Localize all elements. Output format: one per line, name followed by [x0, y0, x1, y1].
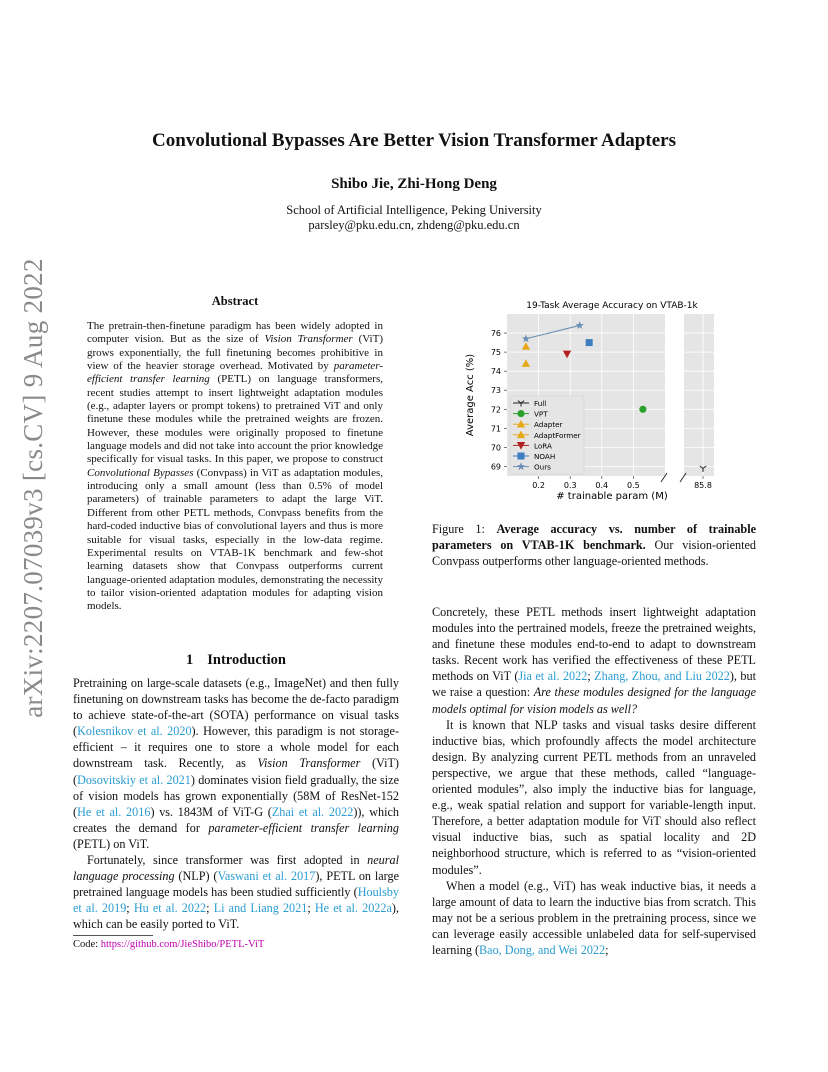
footnote: Code: https://github.com/JieShibo/PETL-ViT: [73, 939, 265, 950]
y-tick-label: 75: [490, 348, 501, 358]
paper-authors: Shibo Jie, Zhi-Hong Deng: [331, 176, 497, 192]
arxiv-side-stamp: arXiv:2207.07039v3 [cs.CV] 9 Aug 2022: [18, 258, 48, 718]
intro-left-column: [73, 675, 399, 933]
footnote-rule: [73, 935, 153, 936]
abstract-body: The pretrain-then-finetune paradigm has been widely adopted in computer vision. But as the size of Vision Transformer (ViT) grows exponentially, the full finetuning becomes prohibitive in view of the heavier storage overhead. Motivated by parameter-efficient transfer learning (PETL) on language transformers, recent studies attempt to insert lightweight adaptation modules (e.g., adapter layers or prompt tokens) to pretrained ViT and only finetune these modules while the pretrained weights are frozen. However, these modules were originally proposed to finetune language models and did not take into account the prior knowledge specifically for visual tasks. In this paper, we propose to construct Convolutional Bypasses (Convpass) in ViT as adaptation modules, introducing only a small amount (less than 0.5% of model parameters) of trainable parameters to adapt the large ViT. Different from other PETL methods, Convpass benefits from the hard-coded inductive bias of convolutional layers and thus is more suitable for visual tasks, especially in the low-data regime. Experimental results on VTAB-1K benchmark and few-shot learning datasets show that Convpass outperforms current language-oriented adaptation modules, demonstrating the necessity to tailor vision-oriented adaptation modules for adapting vision models.: [87, 320, 383, 613]
chart-legend: [510, 396, 584, 474]
y-tick-label: 70: [490, 443, 501, 453]
data-point-vpt: [639, 406, 646, 413]
intro-right-column: [432, 604, 756, 958]
citation-link[interactable]: He et al. 2016: [77, 804, 151, 819]
data-point-noah: [586, 339, 593, 346]
intro-paragraph: Fortunately, since transformer was first adopted in neural language processing (NLP) (Vaswani et al. 2017), PETL on large pretrained language models has been studied sufficiently (Houlsby et al. 2019; Hu et al. 2022; Li and Liang 2021; He et al. 2022a), which can be easily ported to ViT.: [73, 853, 400, 932]
legend-label: Full: [534, 399, 547, 408]
chart-title: 19-Task Average Accuracy on VTAB-1k: [526, 301, 698, 311]
author-emails: parsley@pku.edu.cn, zhdeng@pku.edu.cn: [308, 218, 520, 232]
citation-link[interactable]: Houlsby et al. 2019: [73, 885, 399, 916]
paper-title: Convolutional Bypasses Are Better Vision Transformer Adapters: [152, 130, 676, 151]
code-link[interactable]: https://github.com/JieShibo/PETL-ViT: [100, 939, 265, 950]
abstract-heading: Abstract: [211, 294, 259, 308]
affiliation: School of Artificial Intelligence, Peking University: [286, 203, 542, 217]
legend-marker: [518, 453, 525, 460]
citation-link[interactable]: Li and Liang 2021: [213, 901, 308, 916]
citation-link[interactable]: Jia et al. 2022: [518, 669, 588, 684]
y-tick-label: 74: [490, 367, 501, 377]
legend-label: VPT: [534, 409, 548, 419]
section-heading-introduction: 1 Introduction: [186, 652, 286, 668]
legend-label: LoRA: [534, 441, 552, 451]
x-axis-label: # trainable param (M): [556, 491, 668, 502]
figure-caption: Figure 1: Average accuracy vs. number of trainable parameters on VTAB-1K benchmark. Our vision-oriented Convpass outperforms other language-oriented methods.: [432, 522, 756, 569]
y-axis-label: Average Acc (%): [465, 353, 476, 437]
legend-label: Adapter: [534, 420, 563, 430]
intro-paragraph: When a model (e.g., ViT) has weak inductive bias, it needs a large amount of data to learn the inductive bias from scratch. This may not be a serious problem in the pretraining process, since we can leverage easily accessible unlabeled data for self-supervised learning (Bao, Dong, and Wei 2022;: [432, 878, 756, 957]
citation-link[interactable]: Vaswani et al. 2017: [217, 869, 316, 884]
x-tick-label: 0.5: [627, 481, 640, 490]
citation-link[interactable]: Hu et al. 2022: [133, 901, 207, 916]
y-tick-label: 72: [490, 405, 501, 415]
x-tick-label: 0.4: [595, 481, 609, 490]
legend-marker: [517, 410, 524, 417]
legend-label: NOAH: [534, 452, 556, 461]
y-tick-label: 73: [490, 386, 501, 396]
affiliation-block: [0, 203, 828, 233]
intro-paragraph: Pretraining on large-scale datasets (e.g., ImageNet) and then fully finetuning on downstream tasks has become the de-facto paradigm to achieve state-of-the-art (SOTA) performance on visual tasks (Kolesnikov et al. 2020). However, this paradigm is not storage-efficient – it requires one to store a whole model for each downstream task. Recently, as Vision Transformer (ViT) (Dosovitskiy et al. 2021) dominates vision field gradually, the size of vision models has grown exponentially (58M of ResNet-152 (He et al. 2016) vs. 1843M of ViT-G (Zhai et al. 2022)), which creates the demand for parameter-efficient transfer learning (PETL) on ViT.: [73, 676, 399, 851]
citation-link[interactable]: Zhai et al. 2022: [271, 804, 354, 819]
plot-area-break: [684, 314, 714, 476]
citation-link[interactable]: Dosovitskiy et al. 2021: [77, 772, 191, 787]
legend-label: AdaptFormer: [534, 430, 581, 440]
y-axis-ticks: [491, 329, 507, 471]
citation-link[interactable]: Bao, Dong, and Wei 2022: [479, 942, 606, 957]
intro-paragraph: It is known that NLP tasks and visual tasks desire different inductive bias, which profoundly affects the model architecture design. By analyzing current PETL methods from an unraveled perspective, we argue that these methods, called “language-oriented modules”, also imply the inductive bias for language, e.g., weak spatial relation and support for variable-length input. Therefore, a better adaptation module for ViT should also reflect visual inductive bias, such as spatial locality and 2D neighborhood structure, which is referred to as “vision-oriented modules”.: [432, 717, 756, 877]
citation-link[interactable]: He et al. 2022a: [314, 901, 392, 916]
citation-link[interactable]: Kolesnikov et al. 2020: [77, 724, 192, 739]
y-tick-label: 71: [490, 424, 501, 434]
citation-link[interactable]: Zhang, Zhou, and Liu 2022: [594, 669, 730, 684]
legend-label: Ours: [534, 462, 551, 472]
intro-paragraph: Concretely, these PETL methods insert lightweight adaptation modules into the pertrained models, freeze the pretrained weights, and finetune these modules end-to-end to adapt to downstream tasks. Recent work has verified the effectiveness of these PETL methods on ViT (Jia et al. 2022; Zhang, Zhou, and Liu 2022), but we raise a question: Are these modules designed for the language models optimal for vision models as well?: [432, 605, 756, 716]
x-tick-label: 0.2: [532, 481, 545, 490]
x-tick-label: 85.8: [694, 481, 712, 490]
y-tick-label: 69: [490, 462, 501, 472]
y-tick-label: 76: [490, 329, 501, 339]
accuracy-chart: [440, 292, 730, 508]
x-axis-ticks: [532, 476, 712, 490]
x-tick-label: 0.3: [563, 481, 577, 490]
